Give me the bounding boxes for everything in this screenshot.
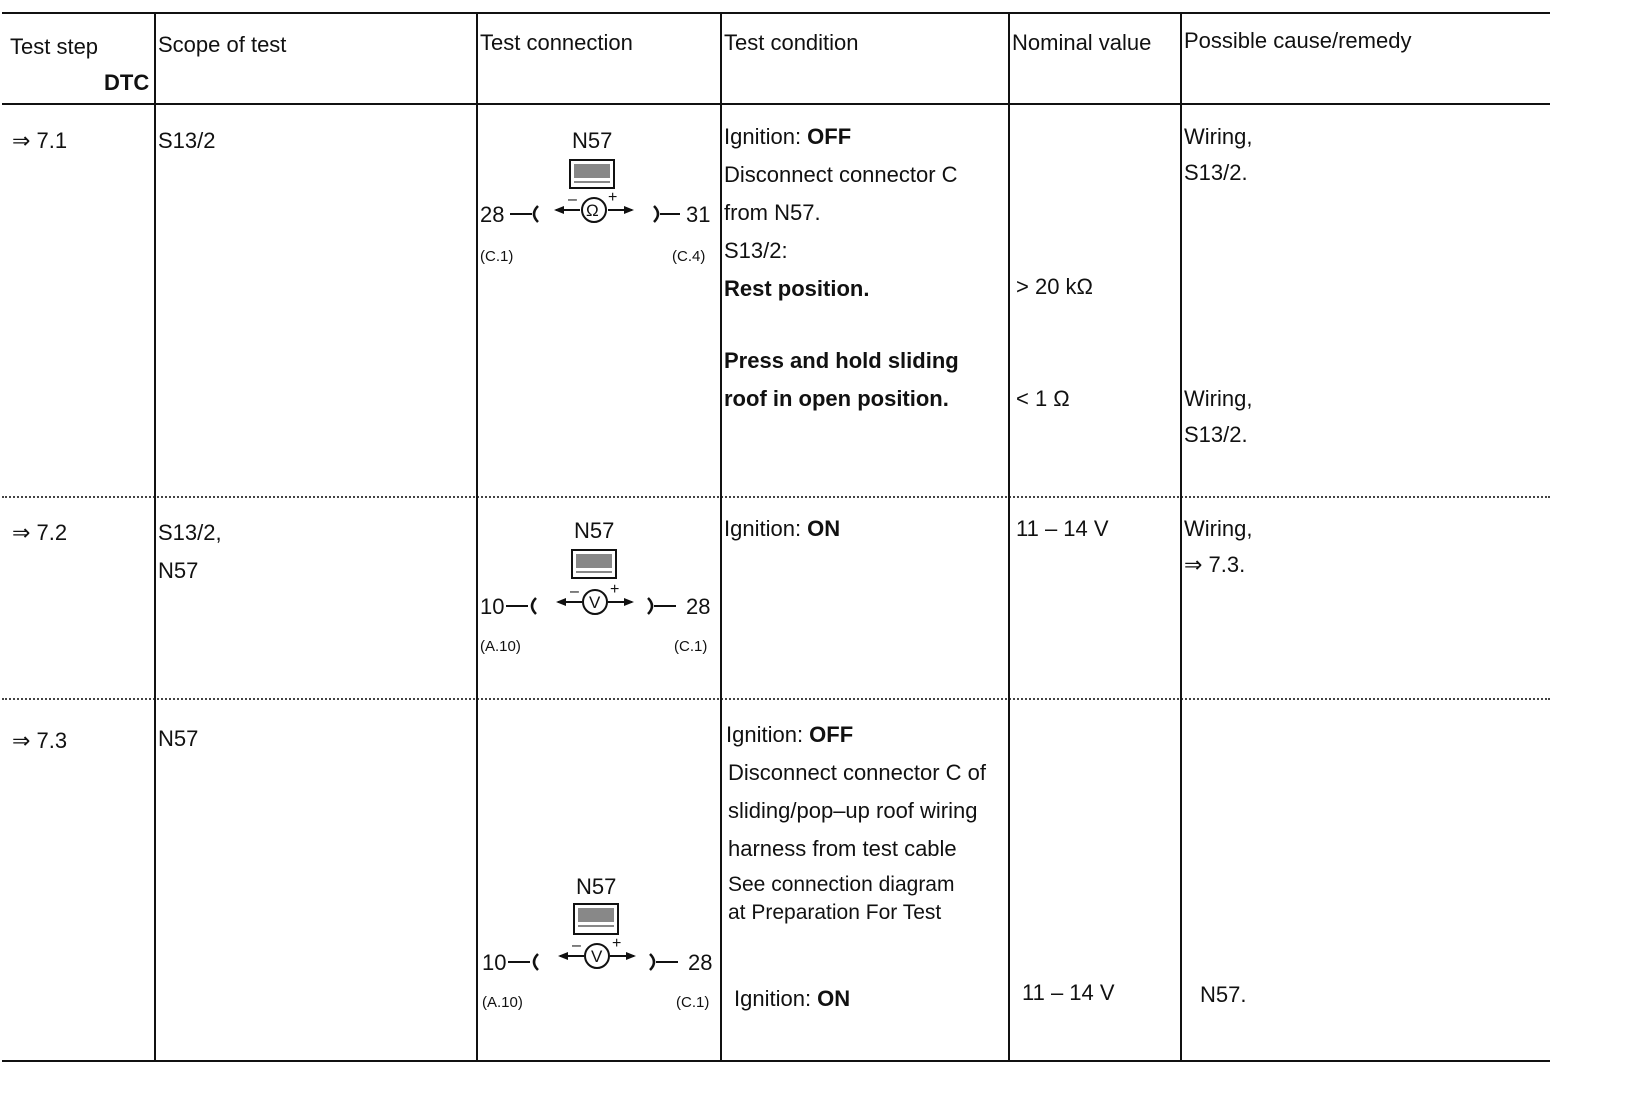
row2-left-pin: 10 (480, 594, 505, 619)
row3-cond-line5: See connection diagram (728, 873, 955, 896)
row1-ignition-label: Ignition: (724, 124, 808, 149)
row3-cond-line6: at Preparation For Test (728, 901, 942, 924)
row2-connection-diagram (476, 512, 726, 672)
row3-ignition2-label: Ignition: (734, 986, 818, 1011)
row1-cond-line3: from N57. (724, 200, 821, 225)
row1-module-label: N57 (572, 128, 613, 153)
row3-connection-diagram (476, 868, 726, 1028)
row1-left-conn: (C.1) (480, 248, 514, 265)
row2-module-label: N57 (574, 518, 615, 543)
header-condition: Test condition (724, 30, 859, 55)
row3-nominal: 11 – 14 V (1022, 980, 1115, 1005)
row2-left-conn: (A.10) (480, 638, 521, 655)
row1-right-pin: 31 (686, 202, 711, 227)
row2-scope-1: S13/2, (158, 520, 222, 545)
header-test-step: Test step (10, 34, 99, 59)
row3-cause: N57. (1200, 982, 1247, 1007)
row3-scope: N57 (158, 726, 199, 751)
row1-step: ⇒ 7.1 (12, 128, 68, 153)
row3-meter-symbol: V (591, 947, 603, 966)
row1-cond-line1 (724, 124, 851, 150)
row1-cause-4: S13/2. (1184, 422, 1248, 447)
row1-right-conn: (C.4) (672, 248, 706, 265)
row1-nominal-2: < 1 Ω (1016, 386, 1070, 411)
row1-cond-line7: roof in open position. (724, 386, 949, 411)
row1-cause-3: Wiring, (1184, 386, 1253, 411)
row1-scope: S13/2 (158, 128, 216, 153)
row3-ignition-state: OFF (809, 722, 854, 747)
row3-cond-line3: sliding/pop–up roof wiring (728, 798, 978, 823)
bottom-rule (2, 1060, 1550, 1062)
top-rule (2, 12, 1550, 14)
row2-right-pin: 28 (686, 594, 711, 619)
row1-nominal-1: > 20 kΩ (1016, 274, 1093, 299)
svg-text:+: + (608, 189, 618, 206)
row2-ignition-label: Ignition: (724, 516, 808, 541)
header-rule (2, 103, 1550, 105)
row2-cause-2: ⇒ 7.3. (1184, 552, 1246, 577)
row-separator-1 (2, 496, 1550, 498)
col-divider-5 (1180, 12, 1182, 1062)
row3-left-pin: 10 (482, 950, 507, 975)
svg-text:–: – (572, 937, 581, 954)
header-nominal: Nominal value (1012, 30, 1152, 55)
row3-cond-line7 (734, 986, 850, 1012)
svg-text:–: – (568, 191, 577, 208)
row1-cond-line5: Rest position. (724, 276, 870, 301)
row1-meter-symbol: Ω (586, 201, 599, 220)
row1-cause-1: Wiring, (1184, 124, 1253, 149)
header-scope: Scope of test (158, 32, 287, 57)
row1-cond-line4: S13/2: (724, 238, 788, 263)
row3-cond-line4: harness from test cable (728, 836, 957, 861)
header-connection: Test connection (480, 30, 633, 55)
row2-step: ⇒ 7.2 (12, 520, 68, 545)
row3-cond-line2: Disconnect connector C of (728, 760, 987, 785)
row2-right-conn: (C.1) (674, 638, 708, 655)
row2-scope-2: N57 (158, 558, 199, 583)
svg-text:–: – (570, 583, 579, 600)
col-divider-4 (1008, 12, 1010, 1062)
row3-right-pin: 28 (688, 950, 713, 975)
row1-ignition-state: OFF (807, 124, 852, 149)
row1-cause-2: S13/2. (1184, 160, 1248, 185)
header-dtc: DTC (104, 70, 150, 95)
row1-connection-diagram (476, 122, 726, 282)
row1-cond-line2: Disconnect connector C (724, 162, 958, 187)
row3-right-conn: (C.1) (676, 994, 710, 1011)
row2-ignition-state: ON (807, 516, 841, 541)
row3-step: ⇒ 7.3 (12, 728, 68, 753)
row3-module-label: N57 (576, 874, 617, 899)
row3-ignition-label: Ignition: (726, 722, 810, 747)
row2-meter-symbol: V (589, 593, 601, 612)
row2-cond-line1 (724, 516, 840, 542)
row3-ignition2-state: ON (817, 986, 851, 1011)
row2-nominal: 11 – 14 V (1016, 516, 1109, 541)
header-cause: Possible cause/remedy (1184, 28, 1412, 53)
row1-cond-line6: Press and hold sliding (724, 348, 959, 373)
row3-cond-line1 (726, 722, 853, 748)
row1-left-pin: 28 (480, 202, 505, 227)
svg-text:+: + (612, 935, 622, 952)
row3-left-conn: (A.10) (482, 994, 523, 1011)
col-divider-1 (154, 12, 156, 1062)
svg-text:+: + (610, 581, 620, 598)
row-separator-2 (2, 698, 1550, 700)
row2-cause-1: Wiring, (1184, 516, 1253, 541)
